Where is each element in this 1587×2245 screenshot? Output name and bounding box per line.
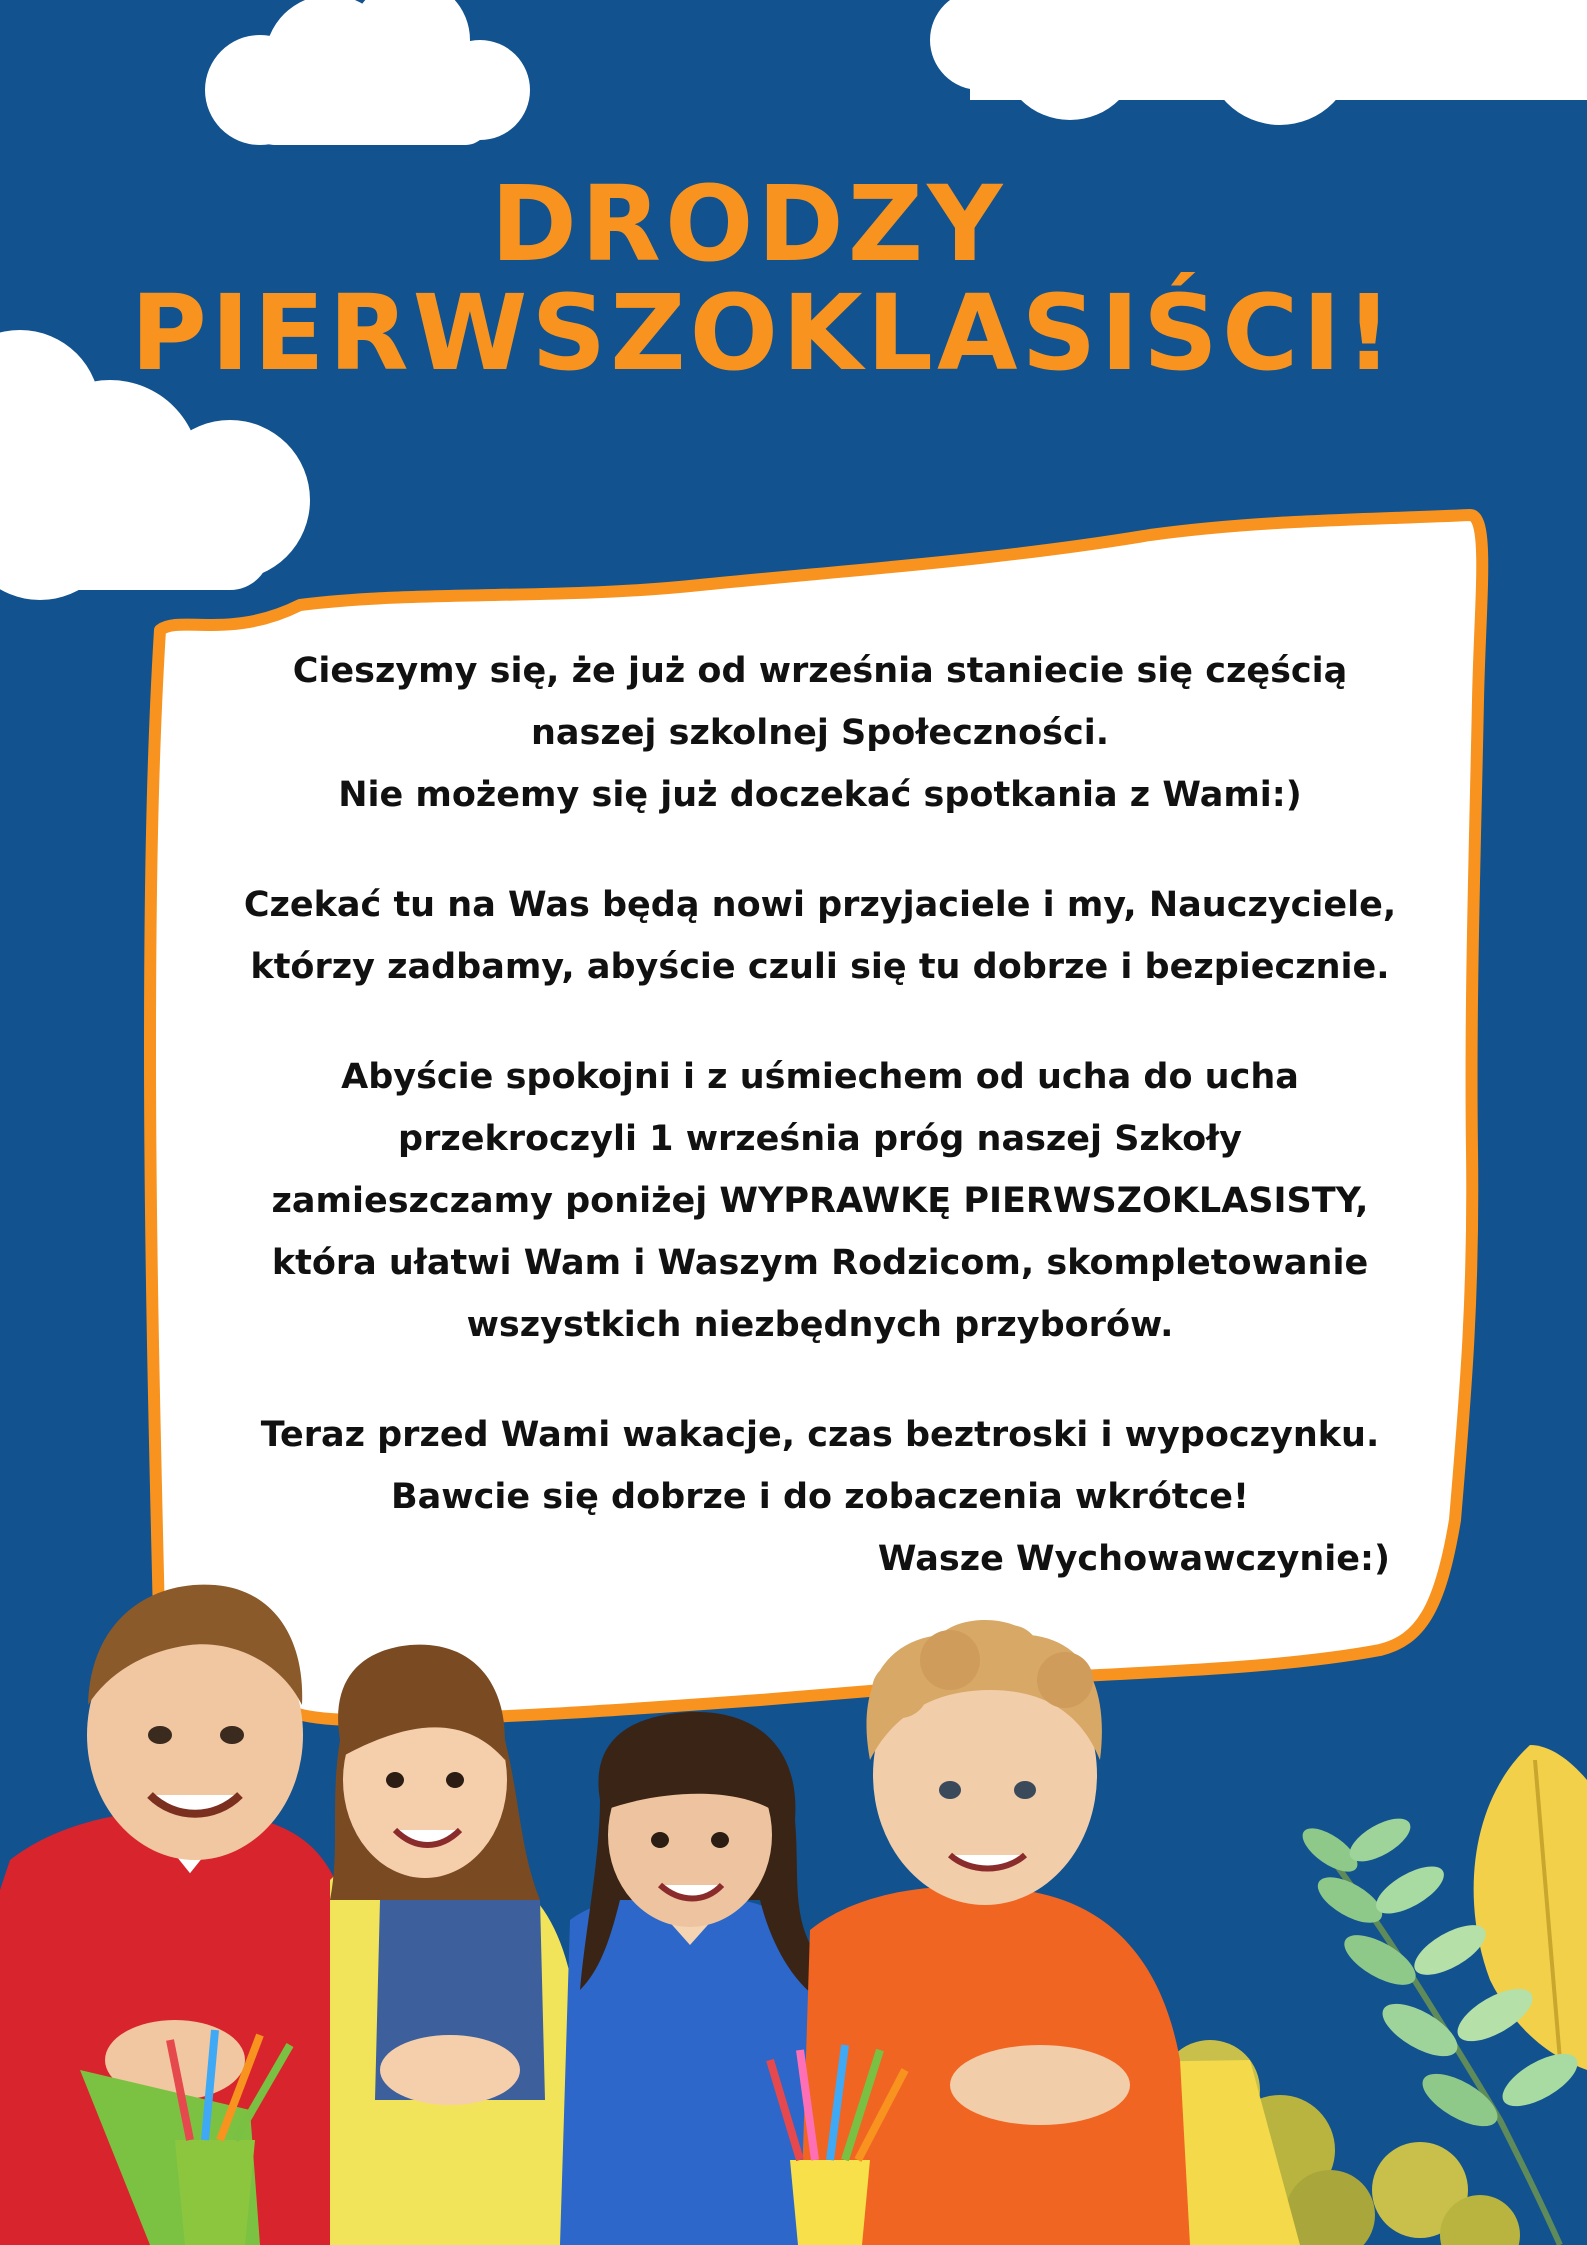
letter-signature: Wasze Wychowawczynie:) [877,1539,1390,1579]
letter-line: wszystkich niezbędnych przyborów. [466,1305,1174,1345]
letter-line: Teraz przed Wami wakacje, czas beztroski i wypoczynku. [260,1415,1380,1455]
title-line-1: DRODZY [490,163,1007,285]
letter-line: przekroczyli 1 września próg naszej Szkoły [398,1119,1242,1159]
letter-line: naszej szkolnej Społeczności. [530,713,1110,753]
letter-line: którzy zadbamy, abyście czuli się tu dobrze i bezpiecznie. [250,947,1390,987]
title-line-2: PIERWSZOKLASIŚCI! [130,272,1397,395]
letter-line: zamieszczamy poniżej WYPRAWKĘ PIERWSZOKLASISTY, [271,1181,1369,1221]
letter-line: Bawcie się dobrze i do zobaczenia wkrótce! [391,1477,1249,1517]
letter-line: Czekać tu na Was będą nowi przyjaciele i my, Nauczyciele, [243,885,1397,925]
letter-line: Nie możemy się już doczekać spotkania z Wami:) [338,775,1302,815]
letter-line: która ułatwi Wam i Waszym Rodzicom, skompletowanie [271,1243,1369,1283]
letter-line: Cieszymy się, że już od września staniecie się częścią [292,651,1348,691]
letter-line: Abyście spokojni i z uśmiechem od ucha do ucha [341,1057,1299,1097]
